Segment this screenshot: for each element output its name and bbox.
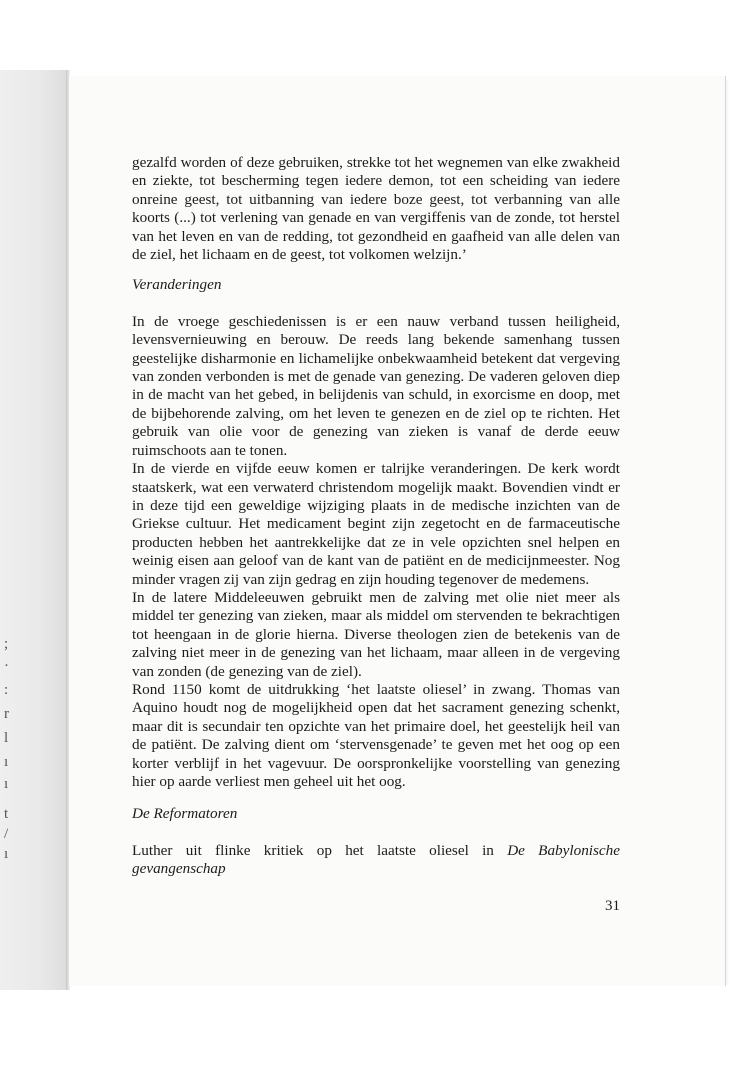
- left-page-sliver: [0, 70, 68, 990]
- edge-char: /: [4, 826, 9, 842]
- body-text: [132, 154, 620, 879]
- paragraph-opening: gezalfd worden of deze gebruiken, strekke tot het wegnemen van elke zwakheid en ziekte, tot bescherming tegen iedere demon, tot een scheiding van iedere onreine geest, tot uitbanning van iedere boze geest, tot verbanning van alle koorts (...) tot verlening van genade en van vergiffenis van de zonde, tot herstel van het leven en van de redding, tot gezondheid en gaafheid van alle delen van de ziel, het lichaam en de geest, tot volkomen welzijn.’: [132, 154, 620, 264]
- section-heading-veranderingen: Veranderingen: [132, 276, 222, 294]
- edge-char: ı: [4, 754, 9, 770]
- paragraph-reformatoren: [132, 842, 620, 879]
- edge-char: :: [4, 682, 9, 698]
- edge-char: ı: [4, 846, 9, 862]
- page: [69, 76, 725, 986]
- book-title: De Babylonische gevangenschap: [132, 841, 621, 878]
- paragraph: Rond 1150 komt de uitdrukking ‘het laatste oliesel’ in zwang. Thomas van Aquino houdt nog de mogelijkheid open dat het sacrament genezing schenkt, maar dit is secundair ten opzichte van het primaire doel, het geestelijk heil van de patiënt. De zalving dient om ‘stervensgenade’ te geven met het oog op een korter verblijf in het vagevuur. De oorspronkelijke voorstelling van genezing hier op aarde verliest men geheel uit het oog.: [132, 680, 620, 790]
- left-page-edge-text: [0, 70, 20, 990]
- paragraph-text: Luther uit flinke kritiek op het laatste oliesel in: [132, 841, 508, 859]
- edge-char: ·: [4, 658, 9, 674]
- paragraph: In de vierde en vijfde eeuw komen er talrijke veranderingen. De kerk wordt staatskerk, wat een verwaterd christendom mogelijk maakt. Bovendien vindt er in deze tijd een geweldige wijziging plaats in de medische inzichten van de Griekse cultuur. Het medicament begint zijn zegetocht en de farmaceutische producten hebben het aantrekkelijke dat ze in vele opzichten snel helpen en weinig eisen aan geloof van de kant van de patiënt en de medicijnmeester. Nog minder vragen zij van zijn gedrag en zijn houding tegenover de medemens.: [132, 460, 620, 588]
- paragraph: In de vroege geschiedenissen is er een nauw verband tussen heiligheid, levensvernieuwing en berouw. De reeds lang bekende samenhang tussen geestelijke disharmonie en lichamelijke onbekwaamheid betekent dat vergeving van zonden verbonden is met de genade van genezing. De vaderen geloven diep in de macht van het gebed, in belijdenis van schuld, in exorcisme en doop, met de bijbehorende zalving, om het leven te genezen en de ziel op te richten. Het gebruik van olie voor de genezing van zieken is vanaf de derde eeuw ruimschoots aan te tonen.: [132, 312, 620, 459]
- edge-char: t: [4, 806, 9, 822]
- paragraph: In de latere Middeleeuwen gebruikt men de zalving met olie niet meer als middel ter genezing van zieken, maar als middel om stervenden te bekrachtigen tot heengaan in de glorie hierna. Diverse theologen zien de betekenis van de zalving niet meer in de genezing van het lichaam, maar alleen in de vergeving van zonden (de genezing van de ziel).: [132, 588, 620, 680]
- edge-char: l: [4, 730, 9, 746]
- edge-char: ;: [4, 636, 9, 652]
- section-heading-reformatoren: De Reformatoren: [132, 805, 238, 823]
- edge-char: r: [4, 706, 9, 722]
- page-number: 31: [605, 898, 620, 914]
- edge-char: ı: [4, 776, 9, 792]
